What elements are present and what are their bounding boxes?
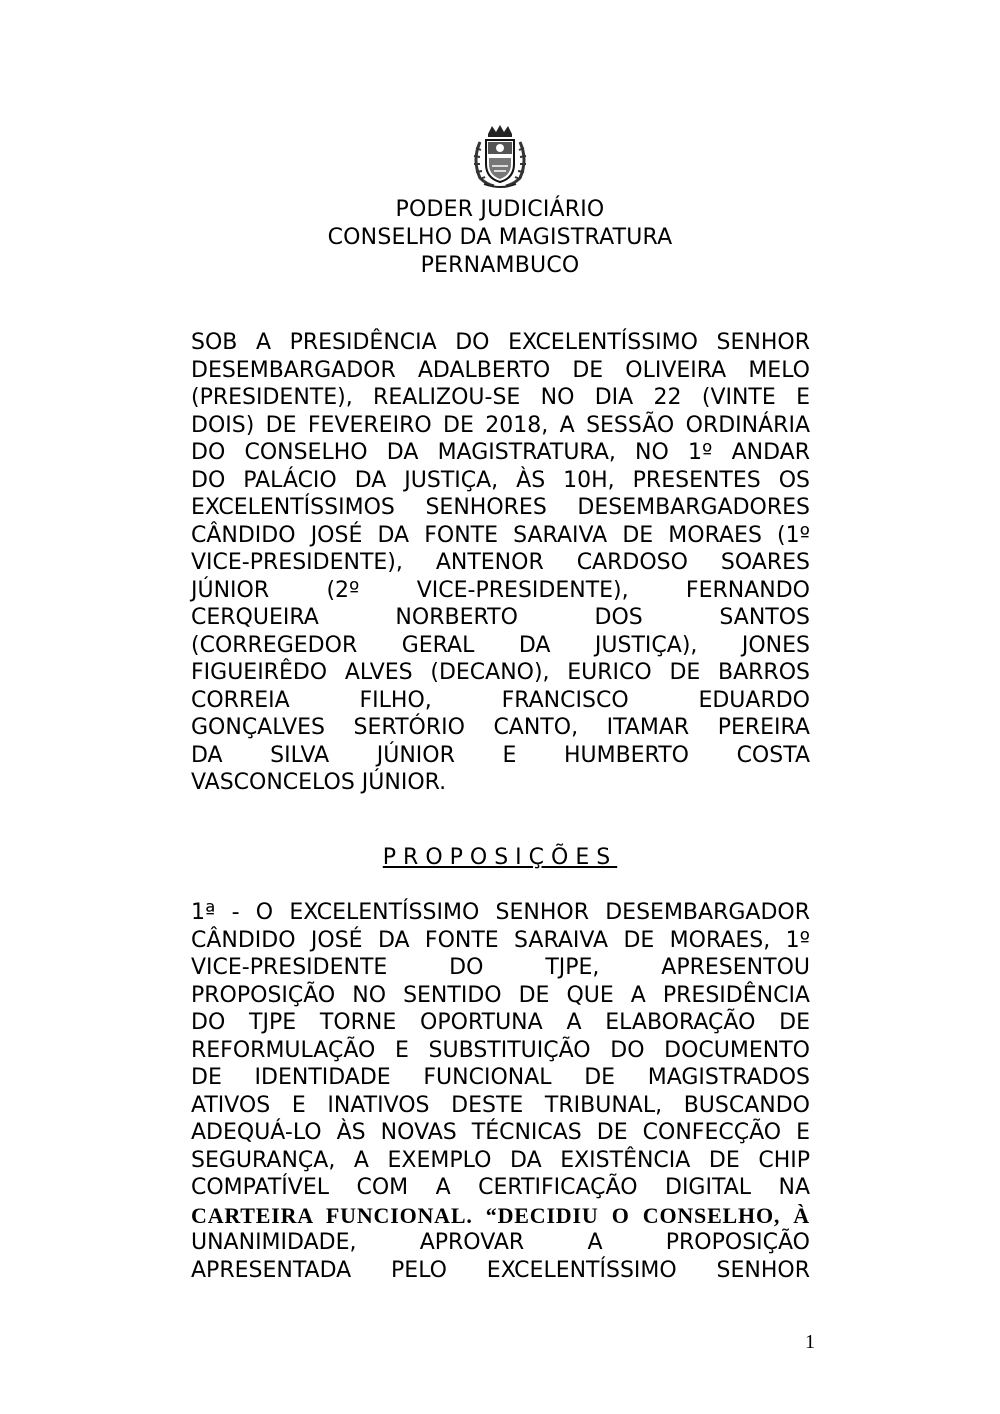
text-line-bold: CARTEIRA FUNCIONAL. “DECIDIU O CONSELHO, À bbox=[191, 1202, 810, 1228]
text-line: DA SILVA JÚNIOR E HUMBERTO COSTA bbox=[191, 742, 810, 768]
pernambuco-coat-of-arms-icon bbox=[470, 124, 530, 190]
text-line: CÂNDIDO JOSÉ DA FONTE SARAIVA DE MORAES, 1º bbox=[191, 927, 810, 953]
text-line: CERQUEIRA NORBERTO DOS SANTOS bbox=[191, 605, 810, 630]
text-line: (CORREGEDOR GERAL DA JUSTIÇA), JONES bbox=[191, 632, 810, 658]
section-title bbox=[0, 844, 1000, 872]
opening-paragraph bbox=[191, 329, 810, 797]
text-line: VICE-PRESIDENTE), ANTENOR CARDOSO SOARES bbox=[191, 550, 810, 575]
text-line: COMPATÍVEL COM A CERTIFICAÇÃO DIGITAL NA bbox=[191, 1175, 810, 1200]
text-line: PROPOSIÇÃO NO SENTIDO DE QUE A PRESIDÊNCIA bbox=[191, 982, 810, 1008]
text-line: VICE-PRESIDENTE DO TJPE, APRESENTOU bbox=[191, 955, 810, 980]
page-number: 1 bbox=[805, 1331, 815, 1353]
document-header bbox=[0, 196, 1000, 280]
text-line: UNANIMIDADE, APROVAR A PROPOSIÇÃO bbox=[191, 1230, 810, 1255]
text-line: 1ª - O EXCELENTÍSSIMO SENHOR DESEMBARGADOR bbox=[191, 900, 810, 925]
text-line: GONÇALVES SERTÓRIO CANTO, ITAMAR PEREIRA bbox=[191, 715, 810, 740]
text-line: DO PALÁCIO DA JUSTIÇA, ÀS 10H, PRESENTES OS bbox=[191, 467, 810, 493]
proposition-paragraph bbox=[191, 899, 810, 1284]
text-line: ATIVOS E INATIVOS DESTE TRIBUNAL, BUSCANDO bbox=[191, 1092, 810, 1118]
text-line: DOIS) DE FEVEREIRO DE 2018, A SESSÃO ORDINÁRIA bbox=[191, 412, 810, 438]
header-line-state: PERNAMBUCO bbox=[420, 253, 580, 278]
text-line: (PRESIDENTE), REALIZOU-SE NO DIA 22 (VINTE E bbox=[191, 385, 810, 410]
text-line: EXCELENTÍSSIMOS SENHORES DESEMBARGADORES bbox=[191, 495, 810, 520]
text-line: APRESENTADA PELO EXCELENTÍSSIMO SENHOR bbox=[191, 1257, 810, 1283]
text-line: SEGURANÇA, A EXEMPLO DA EXISTÊNCIA DE CHIP bbox=[191, 1147, 810, 1173]
text-line: SOB A PRESIDÊNCIA DO EXCELENTÍSSIMO SENHOR bbox=[191, 330, 810, 355]
text-line: REFORMULAÇÃO E SUBSTITUIÇÃO DO DOCUMENTO bbox=[191, 1037, 810, 1063]
text-line: DO CONSELHO DA MAGISTRATURA, NO 1º ANDAR bbox=[191, 440, 810, 465]
text-line: DE IDENTIDADE FUNCIONAL DE MAGISTRADOS bbox=[191, 1065, 810, 1090]
text-line: CÂNDIDO JOSÉ DA FONTE SARAIVA DE MORAES (1º bbox=[191, 522, 810, 548]
section-title-text: PROPOSIÇÕES bbox=[382, 845, 618, 870]
text-line: VASCONCELOS JÚNIOR. bbox=[191, 770, 447, 795]
text-line: DO TJPE TORNE OPORTUNA A ELABORAÇÃO DE bbox=[191, 1010, 810, 1035]
text-line: CORREIA FILHO, FRANCISCO EDUARDO bbox=[191, 687, 810, 713]
header-line-council: CONSELHO DA MAGISTRATURA bbox=[327, 225, 673, 250]
text-line: DESEMBARGADOR ADALBERTO DE OLIVEIRA MELO bbox=[191, 357, 810, 383]
text-line: JÚNIOR (2º VICE-PRESIDENTE), FERNANDO bbox=[191, 577, 810, 603]
header-line-judiciary: PODER JUDICIÁRIO bbox=[395, 197, 605, 222]
text-line: ADEQUÁ-LO ÀS NOVAS TÉCNICAS DE CONFECÇÃO E bbox=[191, 1120, 810, 1145]
text-line: FIGUEIRÊDO ALVES (DECANO), EURICO DE BARROS bbox=[191, 660, 810, 685]
